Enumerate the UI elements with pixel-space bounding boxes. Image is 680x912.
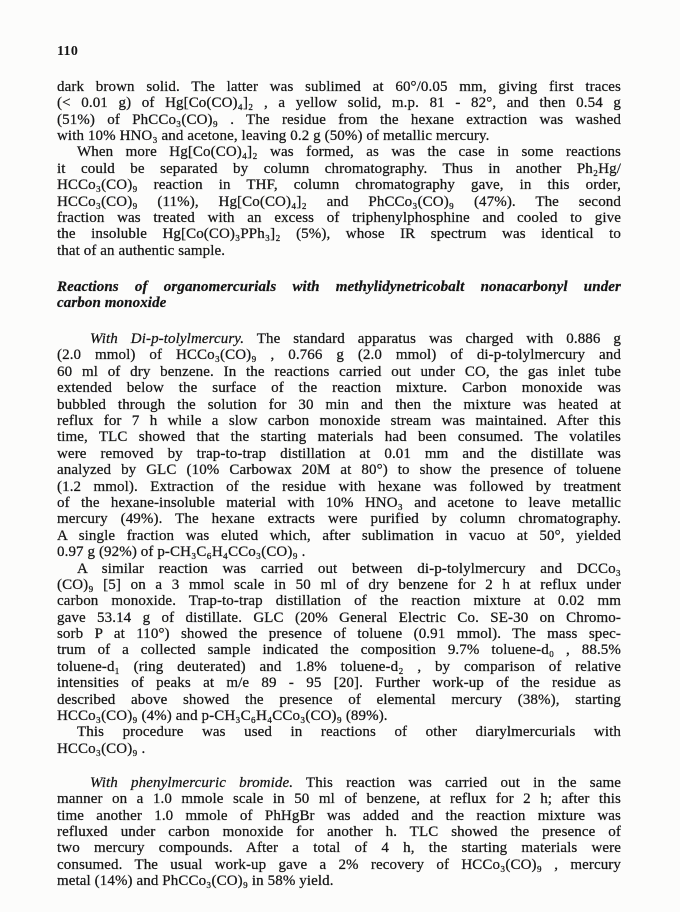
line-text: This reaction was carried out in the same [293, 774, 621, 791]
text-line [57, 446, 621, 462]
page-number: 110 [57, 44, 79, 59]
text-line [57, 577, 621, 593]
paragraph [57, 79, 621, 145]
text-line [57, 626, 621, 642]
body-text [57, 79, 621, 890]
text-line [57, 161, 621, 177]
text-line [57, 95, 621, 111]
text-line [57, 724, 621, 740]
line-text: (< 0.01 g) of Hg[Co(CO)₄]₂ , a yellow solid, m.p. 81 - 82°, and then 0.54 g [57, 95, 621, 112]
text-line [57, 479, 621, 495]
line-text: (CO)₉ [5] on a 3 mmol scale in 50 ml of dry benzene for 2 h at reflux under [57, 576, 621, 593]
paragraph [57, 724, 621, 757]
text-line [57, 397, 621, 413]
heading-text: Reactions of organomercurials with methylidynetricobalt nonacarbonyl under [57, 278, 621, 295]
text-line [57, 610, 621, 626]
text-line [57, 380, 621, 396]
line-text: were removed by trap-to-trap distillation at 0.01 mm and the distillate was [57, 445, 621, 462]
line-text: mercury (49%). The hexane extracts were purified by column chromatography. [57, 511, 621, 528]
line-text [90, 331, 621, 347]
text-line [57, 873, 621, 889]
text-line [57, 210, 621, 226]
text-line [57, 544, 621, 560]
text-line [57, 857, 621, 873]
text-line [57, 226, 621, 242]
text-line [57, 112, 621, 128]
line-text: the insoluble Hg[Co(CO)₃PPh₃]₂ (5%), whose IR spectrum was identical to [57, 226, 621, 243]
line-text: refluxed under carbon monoxide for another h. TLC showed the presence of [57, 823, 621, 840]
heading-text: carbon monoxide [57, 295, 167, 312]
text-line [57, 675, 621, 691]
line-text: (51%) of PhCCo₃(CO)₉ . The residue from the hexane extraction was washed [57, 111, 621, 128]
text-line [57, 593, 621, 609]
line-text: gave 53.14 g of distillate. GLC (20% General Electric Co. SE-30 on Chromo- [57, 609, 621, 626]
line-text: analyzed by GLC (10% Carbowax 20M at 80°) to show the presence of toluene [57, 462, 621, 479]
paragraph [57, 775, 621, 890]
text-line [57, 177, 621, 193]
line-text: described above showed the presence of elemental mercury (38%), starting [57, 691, 621, 708]
text-line [57, 840, 621, 856]
heading-line [57, 279, 621, 295]
line-text: When more Hg[Co(CO)₄]₂ was formed, as was the case in some reactions [77, 144, 621, 161]
text-line [57, 561, 621, 577]
line-text: consumed. The usual work-up gave a 2% recovery of HCCo₃(CO)₉ , mercury [57, 856, 621, 873]
text-line [57, 347, 621, 363]
line-text: (1.2 mmol). Extraction of the residue with hexane was followed by treatment [57, 478, 621, 495]
line-text: time another 1.0 mmole of PhHgBr was added and the reaction mixture was [57, 807, 621, 824]
text-line [57, 128, 621, 144]
text-line [57, 708, 621, 724]
line-text: of the hexane-insoluble material with 10% HNO₃ and acetone to leave metallic [57, 494, 621, 511]
text-line [57, 413, 621, 429]
text-line [57, 741, 621, 757]
line-text: toluene-d₁ (ring deuterated) and 1.8% toluene-d₂ , by comparison of relative [57, 658, 621, 675]
text-line [57, 659, 621, 675]
line-text: trum of a collected sample indicated the composition 9.7% toluene-d₀ , 88.5% [57, 642, 621, 659]
section-heading [57, 279, 621, 312]
line-text: intensities of peaks at m/e 89 - 95 [20]. Further work-up of the residue as [57, 675, 621, 692]
line-text: 0.97 g (92%) of p-CH₃C₆H₄CCo₃(CO)₉ . [57, 544, 306, 561]
paragraph [57, 331, 621, 560]
text-line [57, 194, 621, 210]
line-text: A single fraction was eluted which, after sublimation in vacuo at 50°, yielded [57, 527, 621, 544]
line-text: sorb P at 110°) showed the presence of toluene (0.91 mmol). The mass spec- [57, 626, 621, 643]
text-line [57, 495, 621, 511]
line-text: A similar reaction was carried out between di-p-tolylmercury and DCCo₃ [77, 560, 621, 577]
line-text: This procedure was used in reactions of other diarylmercurials with [77, 724, 621, 741]
line-text: manner on a 1.0 mmole scale in 50 ml of benzene, at reflux for 2 h; after this [57, 791, 621, 808]
text-line [57, 692, 621, 708]
text-line [57, 144, 621, 160]
line-text: carbon monoxide. Trap-to-trap distillation of the reaction mixture at 0.02 mm [57, 593, 621, 610]
line-text: it could be separated by column chromatography. Thus in another Ph₂Hg/ [57, 160, 621, 177]
line-text: (2.0 mmol) of HCCo₃(CO)₉ , 0.766 g (2.0 mmol) of di-p-tolylmercury and [57, 347, 621, 364]
line-text: two mercury compounds. After a total of 4 h, the starting materials were [57, 840, 621, 857]
text-line [57, 364, 621, 380]
text-line [57, 528, 621, 544]
line-text: dark brown solid. The latter was sublimed at 60°/0.05 mm, giving first traces [57, 78, 621, 95]
text-line [57, 331, 621, 347]
line-text: that of an authentic sample. [57, 242, 226, 259]
text-line [57, 775, 621, 791]
run-in-heading: With phenylmercuric bromide. [90, 774, 294, 791]
text-line [57, 243, 621, 259]
heading-line [57, 295, 621, 311]
line-text: 60 ml of dry benzene. In the reactions carried out under CO, the gas inlet tube [57, 363, 621, 380]
text-line [57, 824, 621, 840]
run-in-heading: With Di-p-tolylmercury. [90, 331, 245, 348]
line-text [90, 775, 621, 791]
text-line [57, 511, 621, 527]
paragraph [57, 144, 621, 259]
line-text: time, TLC showed that the starting materials had been consumed. The volatiles [57, 429, 621, 446]
paragraph [57, 561, 621, 725]
text-line [57, 79, 621, 95]
line-text: fraction was treated with an excess of triphenylphosphine and cooled to give [57, 209, 621, 226]
line-text: The standard apparatus was charged with 0.886 g [244, 331, 621, 348]
text-line [57, 791, 621, 807]
line-text: HCCo₃(CO)₉ (4%) and p-CH₃C₆H₄CCo₃(CO)₉ (89%). [57, 708, 388, 725]
line-text: extended below the surface of the reaction mixture. Carbon monoxide was [57, 380, 621, 397]
line-text: HCCo₃(CO)₉ reaction in THF, column chromatography gave, in this order, [57, 177, 621, 194]
text-line [57, 429, 621, 445]
text-line [57, 642, 621, 658]
line-text: bubbled through the solution for 30 min and then the mixture was heated at [57, 396, 621, 413]
line-text: HCCo₃(CO)₉ . [57, 740, 146, 757]
line-text: metal (14%) and PhCCo₃(CO)₉ in 58% yield. [57, 873, 334, 890]
text-line [57, 462, 621, 478]
line-text: HCCo₃(CO)₉ (11%), Hg[Co(CO)₄]₂ and PhCCo₃(CO)₉ (47%). The second [57, 193, 621, 210]
line-text: reflux for 7 h while a slow carbon monoxide stream was maintained. After this [57, 413, 621, 430]
line-text: with 10% HNO₃ and acetone, leaving 0.2 g (50%) of metallic mercury. [57, 127, 490, 144]
text-line [57, 808, 621, 824]
